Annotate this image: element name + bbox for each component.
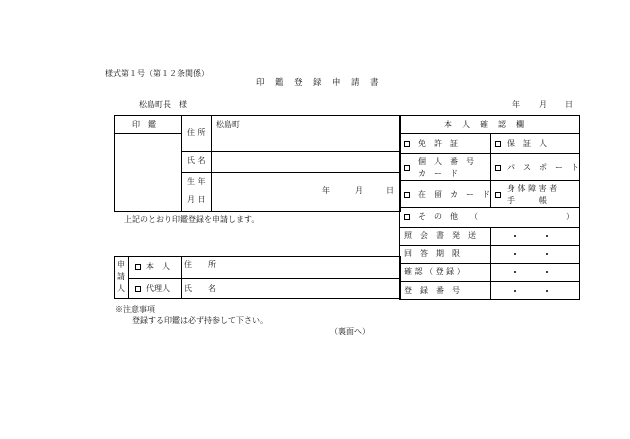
date-day-label: 日 [565,100,573,109]
address-label: 住 所 [187,128,206,137]
date-year-label: 年 [512,100,520,109]
license-checkbox[interactable] [404,141,410,147]
applicant-agent-label: 代理人 [146,284,170,293]
disability-handbook-checkbox[interactable] [495,192,501,198]
birth-label-line1: 生 年 [187,177,206,186]
applicant-name-label: 氏 名 [184,284,216,293]
inquiry-sent-label: 照 会 書 発 送 [404,231,476,240]
seal-label: 印 鑑 [132,120,156,129]
address-prefix: 松島町 [216,120,240,129]
applicant-self-checkbox[interactable] [135,264,141,270]
passport-label: パ ス ポ ー ト [507,163,579,172]
name-field[interactable] [212,152,399,171]
notes-text: 登録する印鑑は必ず持参して下さい。 [132,316,268,325]
applicant-address-field[interactable] [218,258,399,277]
guarantor-checkbox[interactable] [495,141,501,147]
addressee: 松島町長 様 [139,100,187,109]
reverse-side-note: （裏面へ） [330,327,370,336]
passport-checkbox[interactable] [495,165,501,171]
birth-month-label: 月 [355,186,363,195]
other-paren-open: （ [470,212,478,221]
registration-number-field[interactable] [492,282,578,299]
birth-day-label: 日 [386,186,394,195]
birth-year-label: 年 [322,186,330,195]
registration-number-label: 登 録 番 号 [404,286,460,295]
mynumber-card-label-line1: 個 人 番 号 [418,157,474,166]
applicant-self-label: 本 人 [146,262,170,271]
license-label: 免 許 証 [418,139,458,148]
seal-impression-area[interactable] [116,136,179,210]
birth-date-field[interactable] [212,174,399,210]
confirmation-date-field[interactable] [492,264,578,280]
other-detail-field[interactable] [482,210,562,224]
identity-heading: 本 人 確 認 欄 [444,120,525,129]
form-title: 印 鑑 登 録 申 請 書 [256,78,380,88]
other-label: そ の 他 [418,212,458,221]
applicant-label-char1: 申 [117,260,125,269]
date-month-label: 月 [539,100,547,109]
name-label: 氏 名 [187,156,206,165]
mynumber-card-label-line2: カ ー ド [418,169,458,178]
applicant-address-label: 住 所 [184,260,216,269]
disability-handbook-label-line2: 手 帳 [507,196,547,205]
residence-card-label: 在 留 カ ー ド [418,190,490,199]
other-paren-close: ） [566,212,574,221]
notes-heading: ※注意事項 [115,305,155,314]
form-number: 様式第１号（第１２条関係） [105,69,209,78]
reply-deadline-label: 回 答 期 限 [404,249,460,258]
reply-deadline-field[interactable] [492,246,578,262]
applicant-name-field[interactable] [218,280,399,298]
application-statement: 上記のとおり印鑑登録を申請します。 [124,215,260,224]
inquiry-date-field[interactable] [492,228,578,244]
applicant-label-char2: 請 [117,272,125,281]
confirmation-label: 確 認 （ 登 録 ） [404,267,465,276]
birth-label-line2: 月 日 [187,195,206,204]
guarantor-label: 保 証 人 [507,139,547,148]
applicant-agent-checkbox[interactable] [135,286,141,292]
other-checkbox[interactable] [404,214,410,220]
disability-handbook-label-line1: 身 体 障 害 者 [507,184,558,193]
address-field[interactable] [212,133,399,150]
mynumber-card-checkbox[interactable] [404,165,410,171]
applicant-label-char3: 人 [117,284,125,293]
residence-card-checkbox[interactable] [404,192,410,198]
